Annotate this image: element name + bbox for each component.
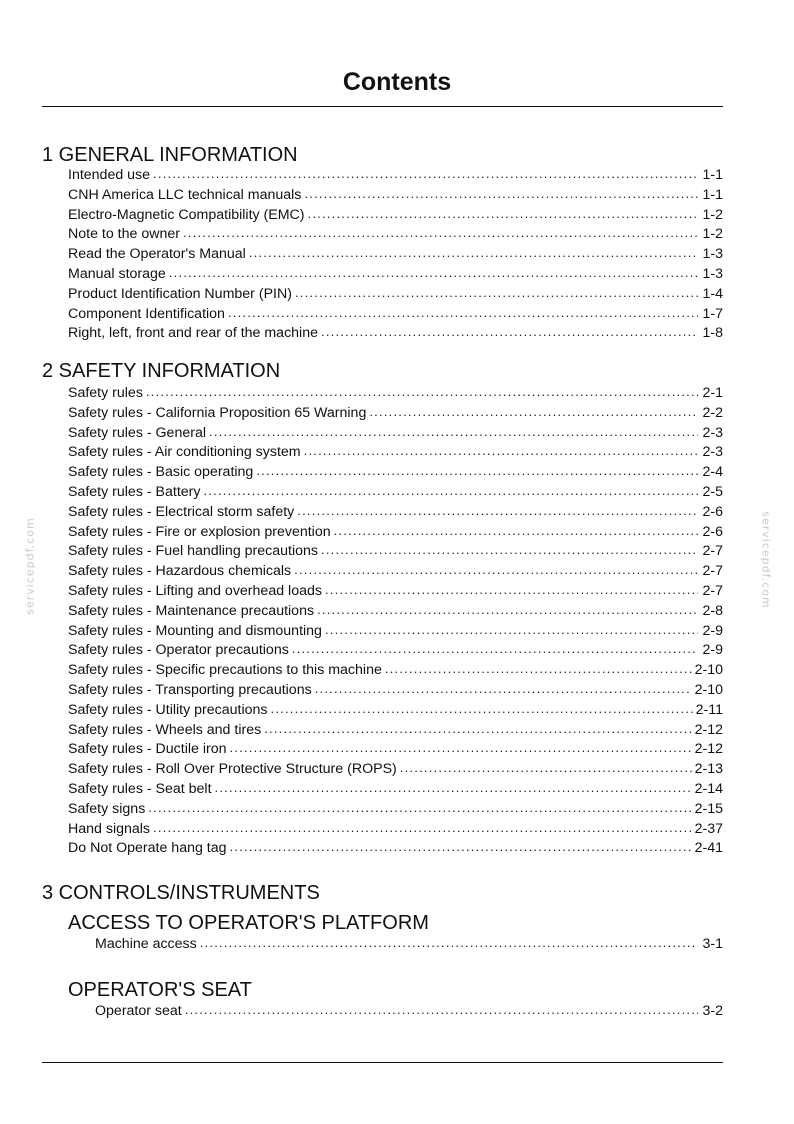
toc-entry-label: Note to the owner (68, 226, 180, 243)
toc-entry-page: 2-37 (694, 820, 723, 837)
toc-entry-page: 2-15 (694, 800, 723, 817)
dot-leader (321, 540, 698, 560)
subsection-heading: ACCESS TO OPERATOR'S PLATFORM (68, 912, 429, 934)
toc-entry[interactable] (68, 581, 723, 601)
toc-entry[interactable] (68, 700, 723, 720)
toc-entry[interactable] (68, 185, 723, 205)
dot-leader (400, 758, 692, 778)
toc-entry-label: Safety rules - Wheels and tires (68, 721, 262, 738)
toc-entry[interactable] (68, 224, 723, 244)
toc-entry-label: Safety rules - Ductile iron (68, 741, 227, 758)
toc-entry-page: 1-7 (702, 305, 723, 322)
toc-entry[interactable] (68, 403, 723, 423)
dot-leader (256, 461, 698, 481)
toc-entry-page: 1-2 (702, 226, 723, 243)
toc-entry[interactable] (68, 819, 723, 839)
toc-entry-page: 2-2 (702, 404, 723, 421)
dot-leader (148, 798, 691, 818)
toc-entry-page: 2-12 (694, 721, 723, 738)
toc-entry[interactable] (68, 640, 723, 660)
toc-subsection-seat (42, 978, 723, 1020)
header-divider (42, 106, 723, 107)
toc-entry-label: CNH America LLC technical manuals (68, 186, 302, 203)
toc-entry[interactable] (68, 522, 723, 542)
toc-entry-page: 2-8 (702, 602, 723, 619)
toc-entry-label: Safety rules - Seat belt (68, 780, 212, 797)
toc-entry-page: 2-7 (702, 582, 723, 599)
section-heading: 2 SAFETY INFORMATION (42, 360, 281, 382)
dot-leader (308, 204, 698, 224)
toc-entry-label: Safety rules - California Proposition 65 Warning (68, 404, 367, 421)
toc-entry-page: 3-2 (702, 1003, 723, 1019)
toc-entry-page: 2-7 (702, 543, 723, 560)
toc-entry[interactable] (95, 935, 723, 953)
toc-entry-page: 2-10 (694, 662, 723, 679)
toc-entry[interactable] (68, 462, 723, 482)
dot-leader (295, 283, 698, 303)
dot-leader (169, 263, 698, 283)
toc-entry[interactable] (68, 720, 723, 740)
toc-entry-page: 1-8 (702, 325, 723, 342)
toc-entry-label: Do Not Operate hang tag (68, 840, 227, 857)
toc-entry[interactable] (68, 264, 723, 284)
toc-entry-label: Safety rules - Fire or explosion prevention (68, 523, 331, 540)
toc-entry-label: Manual storage (68, 265, 166, 282)
dot-leader (304, 441, 698, 461)
dot-leader (271, 699, 693, 719)
toc-entry[interactable] (95, 1002, 723, 1020)
toc-entry-label: Intended use (68, 167, 151, 183)
toc-entry-page: 1-4 (702, 285, 723, 302)
toc-subsection-access (42, 911, 723, 953)
toc-entry-page: 2-10 (694, 681, 723, 698)
toc-entry[interactable] (68, 244, 723, 264)
dot-leader (183, 223, 698, 243)
toc-entry-page: 2-3 (702, 424, 723, 441)
toc-entry-page: 1-1 (702, 167, 723, 183)
toc-entry-label: Safety rules (68, 385, 143, 401)
toc-entry-label: Product Identification Number (PIN) (68, 285, 292, 302)
toc-entry-page: 2-1 (702, 385, 723, 401)
dot-leader (249, 243, 698, 263)
toc-entry[interactable] (68, 838, 723, 858)
toc-entry[interactable] (68, 323, 723, 343)
toc-entry-label: Right, left, front and rear of the machine (68, 325, 318, 342)
dot-leader (185, 1001, 698, 1019)
dot-leader (230, 837, 692, 857)
dot-leader (294, 560, 698, 580)
toc-entry-label: Safety rules - Fuel handling precautions (68, 543, 318, 560)
dot-leader (153, 818, 692, 838)
toc-entry-page: 2-3 (702, 444, 723, 461)
toc-entry[interactable] (68, 680, 723, 700)
dot-leader (146, 382, 698, 402)
toc-entry-label: Safety rules - Electrical storm safety (68, 503, 295, 520)
toc-entry[interactable] (68, 284, 723, 304)
page-title: Contents (342, 68, 452, 96)
toc-entry[interactable] (68, 759, 723, 779)
dot-leader (385, 659, 692, 679)
toc-entry[interactable] (68, 304, 723, 324)
toc-section-safety-information (42, 359, 723, 858)
toc-entry-page: 2-6 (702, 523, 723, 540)
dot-leader (153, 164, 698, 184)
dot-leader (264, 719, 691, 739)
toc-entry-label: Safety rules - Transporting precautions (68, 681, 312, 698)
dot-leader (292, 639, 698, 659)
toc-entry-page: 2-12 (694, 741, 723, 758)
toc-entry-label: Safety rules - Mounting and dismounting (68, 622, 322, 639)
dot-leader (315, 679, 692, 699)
toc-section-controls-instruments (42, 881, 723, 1020)
toc-entry-page: 1-1 (702, 186, 723, 203)
toc-entry-page: 2-9 (702, 622, 723, 639)
toc-entry-label: Safety rules - Air conditioning system (68, 444, 301, 461)
toc-entry-list (42, 383, 723, 858)
toc-entry-page: 2-4 (702, 464, 723, 481)
toc-entry-label: Read the Operator's Manual (68, 246, 246, 263)
toc-entry-label: Operator seat (95, 1003, 182, 1019)
dot-leader (203, 481, 698, 501)
toc-entry-page: 1-2 (702, 206, 723, 223)
dot-leader (209, 422, 698, 442)
dot-leader (304, 184, 698, 204)
toc-entry-label: Safety rules - Operator precautions (68, 642, 289, 659)
toc-entry-page: 3-1 (702, 936, 723, 952)
toc-entry-label: Safety signs (68, 800, 146, 817)
toc-entry-label: Safety rules - Hazardous chemicals (68, 563, 292, 580)
toc-entry-page: 1-3 (702, 246, 723, 263)
toc-entry-label: Electro-Magnetic Compatibility (EMC) (68, 206, 305, 223)
dot-leader (321, 322, 698, 342)
toc-entry-page: 2-14 (694, 780, 723, 797)
toc-entry[interactable] (68, 660, 723, 680)
dot-leader (297, 501, 698, 521)
dot-leader (228, 303, 698, 323)
toc-entry[interactable] (68, 423, 723, 443)
toc-entry-list (42, 165, 723, 343)
toc-entry-label: Component Identification (68, 305, 225, 322)
toc-entry-page: 1-3 (702, 265, 723, 282)
toc-entry-page: 2-7 (702, 563, 723, 580)
toc-entry[interactable] (68, 739, 723, 759)
dot-leader (325, 580, 698, 600)
toc-entry[interactable] (68, 482, 723, 502)
toc-entry[interactable] (68, 383, 723, 403)
toc-entry-label: Safety rules - Roll Over Protective Structure (ROPS) (68, 761, 397, 778)
toc-entry[interactable] (68, 561, 723, 581)
toc-entry-label: Safety rules - Lifting and overhead loads (68, 582, 322, 599)
toc-entry-page: 2-5 (702, 483, 723, 500)
toc-entry[interactable] (68, 502, 723, 522)
toc-entry[interactable] (68, 165, 723, 185)
toc-entry-label: Safety rules - Battery (68, 483, 201, 500)
toc-entry-label: Safety rules - General (68, 424, 206, 441)
toc-entry-list (42, 935, 723, 953)
section-heading: 3 CONTROLS/INSTRUMENTS (42, 882, 320, 904)
toc-entry-page: 2-9 (702, 642, 723, 659)
toc-entry[interactable] (68, 205, 723, 225)
dot-leader (317, 600, 698, 620)
toc-entry[interactable] (68, 541, 723, 561)
toc-entry-label: Hand signals (68, 820, 151, 837)
toc-entry[interactable] (68, 799, 723, 819)
dot-leader (200, 934, 698, 952)
toc-entry-page: 2-41 (694, 840, 723, 857)
toc-entry[interactable] (68, 621, 723, 641)
watermark-left: servicepdf.com (23, 517, 37, 615)
footer-divider (42, 1062, 723, 1063)
toc-entry-label: Safety rules - Utility precautions (68, 701, 268, 718)
dot-leader (369, 402, 698, 422)
toc-entry[interactable] (68, 601, 723, 621)
toc-entry[interactable] (68, 442, 723, 462)
dot-leader (215, 778, 692, 798)
toc-entry[interactable] (68, 779, 723, 799)
toc-entry-page: 2-13 (694, 761, 723, 778)
toc-entry-label: Safety rules - Basic operating (68, 464, 254, 481)
toc-entry-label: Safety rules - Maintenance precautions (68, 602, 315, 619)
toc-entry-label: Safety rules - Specific precautions to this machine (68, 662, 382, 679)
toc-entry-list (42, 1002, 723, 1020)
toc-entry-page: 2-11 (695, 701, 723, 718)
toc-section-general-information (42, 143, 723, 343)
dot-leader (334, 521, 698, 541)
subsection-heading: OPERATOR'S SEAT (68, 979, 252, 1001)
toc-entry-label: Machine access (95, 936, 197, 952)
dot-leader (325, 620, 698, 640)
dot-leader (230, 738, 692, 758)
toc-entry-page: 2-6 (702, 503, 723, 520)
section-heading: 1 GENERAL INFORMATION (42, 144, 298, 166)
watermark-right: servicepdf.com (759, 511, 773, 609)
